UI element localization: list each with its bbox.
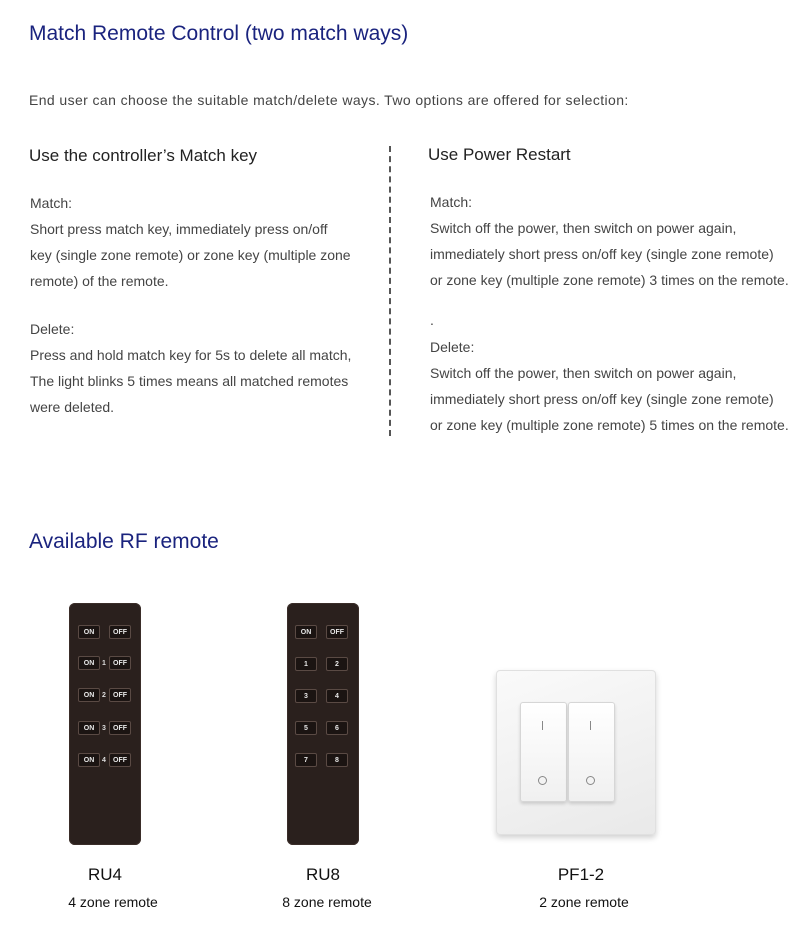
ru8-zone-key: 5 [295,721,317,735]
off-mark-icon [538,776,547,785]
ru4-zone-number: 3 [102,725,106,732]
left-delete-label: Delete: [30,321,75,337]
ru8-description: 8 zone remote [282,894,372,910]
right-match-line: or zone key (multiple zone remote) 3 times on the remote. [430,272,789,288]
ru8-zone-key: 8 [326,753,348,767]
left-delete-line: were deleted. [30,399,115,415]
page-title: Match Remote Control (two match ways) [29,22,409,45]
right-delete-section [430,334,800,438]
ru8-zone-key: 3 [295,689,317,703]
left-match-label: Match: [30,195,73,211]
ru8-all-off-button: OFF [326,625,348,639]
ru8-zone-key: 2 [326,657,348,671]
switch-rocker-right [568,702,615,802]
ru4-zone-number: 2 [102,692,106,699]
left-match-line: Short press match key, immediately press on/off [30,221,328,237]
ru4-zone-number: 1 [102,660,106,667]
ru4-zone-on-button: ON [78,753,100,767]
right-delete-line: Switch off the power, then switch on power again, [430,365,737,381]
ru8-name: RU8 [305,865,340,884]
left-delete-section [30,316,380,420]
ru4-zone-off-button: OFF [109,688,131,702]
ru8-remote-image [287,603,359,845]
ru4-zone-on-button: ON [78,688,100,702]
ru4-all-on-button: ON [78,625,100,639]
left-match-line: remote) of the remote. [30,273,169,289]
left-match-line: key (single zone remote) or zone key (multiple zone [30,247,351,263]
ru4-zone-number: 4 [102,757,106,764]
left-match-section [30,190,380,294]
right-delete-label: Delete: [430,339,475,355]
off-mark-icon [586,776,595,785]
ru4-zone-on-button: ON [78,721,100,735]
ru4-zone-off-button: OFF [109,656,131,670]
ru8-zone-key: 1 [295,657,317,671]
on-mark-icon [542,721,543,730]
pf1-2-name: PF1-2 [557,865,605,884]
right-match-line: Switch off the power, then switch on power again, [430,220,737,236]
right-match-line: immediately short press on/off key (single zone remote) [430,246,774,262]
pf1-2-switch-image [496,670,656,835]
ru4-zone-off-button: OFF [109,721,131,735]
right-column-heading: Use Power Restart [428,145,571,164]
ru4-all-off-button: OFF [109,625,131,639]
left-column-heading: Use the controller’s Match key [29,146,258,165]
ru4-remote-image [69,603,141,845]
stray-dot: . [430,312,434,328]
ru8-zone-key: 4 [326,689,348,703]
ru4-name: RU4 [87,865,122,884]
right-delete-line: or zone key (multiple zone remote) 5 times on the remote. [430,417,789,433]
pf1-2-description: 2 zone remote [539,894,629,910]
switch-rocker-left [520,702,567,802]
right-match-label: Match: [430,194,473,210]
left-delete-line: Press and hold match key for 5s to delete all match, [30,347,352,363]
ru8-all-on-button: ON [295,625,317,639]
on-mark-icon [590,721,591,730]
left-delete-line: The light blinks 5 times means all matched remotes [30,373,349,389]
right-match-section [430,189,800,293]
ru8-zone-key: 7 [295,753,317,767]
ru4-zone-on-button: ON [78,656,100,670]
intro-text: End user can choose the suitable match/delete ways. Two options are offered for selection: [29,92,629,108]
ru4-zone-off-button: OFF [109,753,131,767]
rf-section-title: Available RF remote [29,530,219,553]
column-divider [389,146,391,436]
ru8-zone-key: 6 [326,721,348,735]
ru4-description: 4 zone remote [68,894,158,910]
right-delete-line: immediately short press on/off key (single zone remote) [430,391,774,407]
